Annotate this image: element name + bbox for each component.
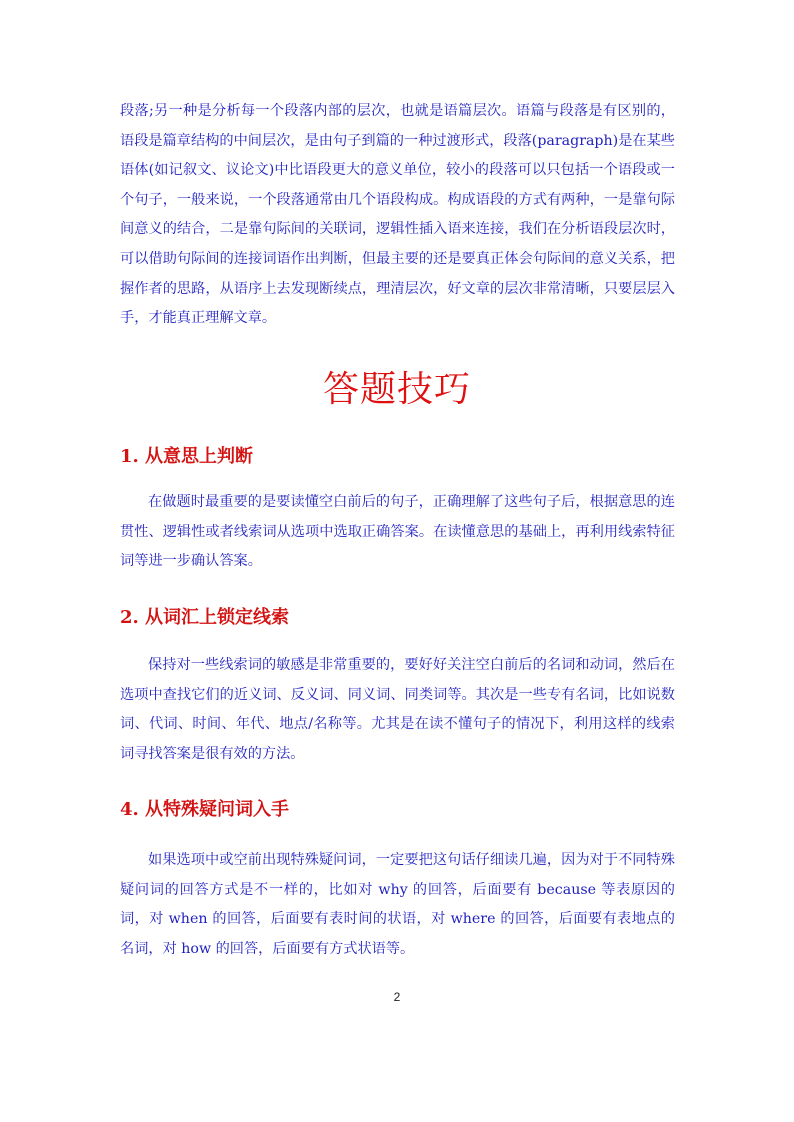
section-heading-2: 2. 从词汇上锁定线索 <box>120 607 290 628</box>
page-number: 2 <box>393 990 401 1004</box>
section-heading-1: 1. 从意思上判断 <box>120 446 254 467</box>
section-body-1: 在做题时最重要的是要读懂空白前后的句子，正确理解了这些句子后，根据意思的连贯性、逻辑性或者线索词从选项中选取正确答案。在读懂意思的基础上，再利用线索特征词等进一步确认答案。 <box>120 494 675 570</box>
section-heading-3: 4. 从特殊疑问词入手 <box>120 799 290 820</box>
section-body-3: 如果选项中或空前出现特殊疑问词，一定要把这句话仔细读几遍，因为对于不同特殊疑问词的回答方式是不一样的，比如对 why 的回答，后面要有 because 等表原因的词，对 when 的回答，后面要有表时间的状语，对 where 的回答，后面要有表地点的名词，对 how 的回答，后面要有方式状语等。 <box>120 852 675 957</box>
page-title: 答题技巧 <box>322 369 471 410</box>
intro-paragraph: 段落;另一种是分析每一个段落内部的层次，也就是语篇层次。语篇与段落是有区别的，语段是篇章结构的中间层次，是由句子到篇的一种过渡形式，段落(paragraph)是在某些语体(如记叙文、议论文)中比语段更大的意义单位，较小的段落可以只包括一个语段或一个句子，一般来说，一个段落通常由几个语段构成。构成语段的方式有两种，一是靠句际间意义的结合，二是靠句际间的关联词，逻辑性插入语来连接，我们在分析语段层次时，可以借助句际间的连接词语作出判断，但最主要的还是要真正体会句际间的意义关系，把握作者的思路，从语序上去发现断续点，理清层次，好文章的层次非常清晰，只要层层入手，才能真正理解文章。 <box>120 103 675 327</box>
section-body-2: 保持对一些线索词的敏感是非常重要的，要好好关注空白前后的名词和动词，然后在选项中查找它们的近义词、反义词、同义词、同类词等。其次是一些专有名词，比如说数词、代词、时间、年代、地点/名称等。尤其是在读不懂句子的情况下，利用这样的线索词寻找答案是很有效的方法。 <box>120 657 675 762</box>
